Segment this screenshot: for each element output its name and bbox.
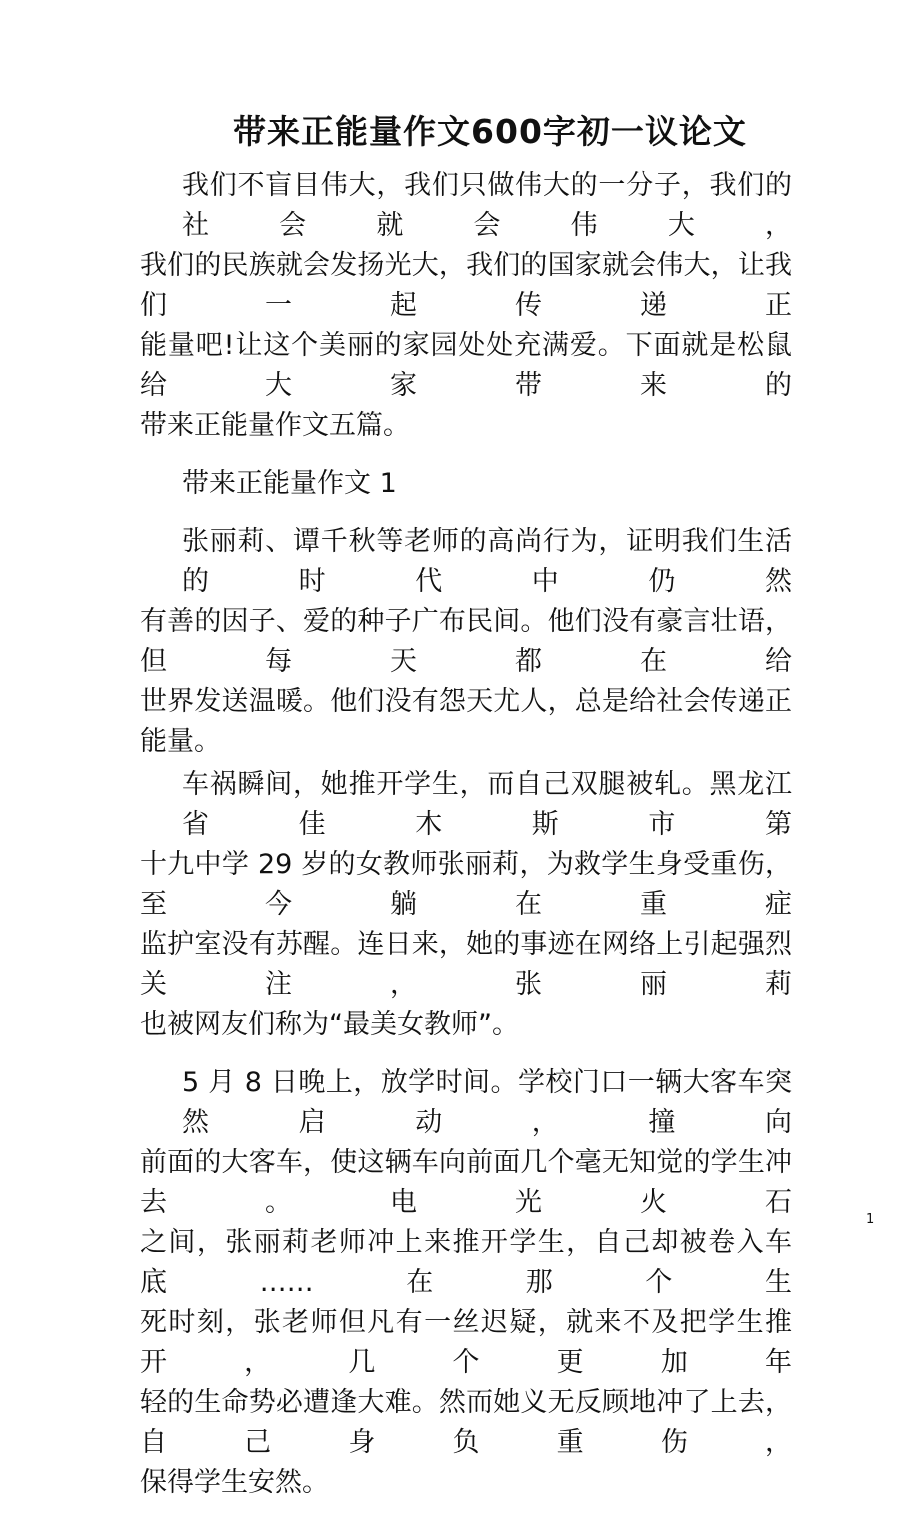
- text-line: 十九中学 29 岁的女教师张丽莉，为救学生身受重伤，至今躺在重症: [140, 849, 792, 920]
- text-line: 死时刻，张老师但凡有一丝迟疑，就来不及把学生推开，几个更加年: [140, 1307, 792, 1378]
- page-number: 1: [866, 1212, 875, 1227]
- text-line: 轻的生命势必遭逢大难。然而她义无反顾地冲了上去，自己身负重伤，: [140, 1387, 792, 1458]
- text-line: 张丽莉、谭千秋等老师的高尚行为，证明我们生活的时代中仍然: [182, 526, 792, 597]
- text-line: 带来正能量作文 1: [182, 468, 397, 499]
- text-line: 世界发送温暖。他们没有怨天尤人，总是给社会传递正能量。: [140, 686, 792, 757]
- text-line: 带来正能量作文五篇。: [140, 410, 410, 441]
- text-line: 有善的因子、爱的种子广布民间。他们没有豪言壮语，但每天都在给: [140, 606, 792, 677]
- paragraph: [140, 464, 792, 519]
- paragraph: [140, 166, 792, 461]
- text-line: 车祸瞬间，她推开学生，而自己双腿被轧。黑龙江省佳木斯市第: [182, 769, 792, 840]
- text-line: 保得学生安然。: [140, 1467, 329, 1498]
- text-line: 5 月 8 日晚上，放学时间。学校门口一辆大客车突然启动，撞向: [182, 1067, 792, 1138]
- paragraph: [140, 1063, 792, 1518]
- text-line: 前面的大客车，使这辆车向前面几个毫无知觉的学生冲去。电光火石: [140, 1147, 792, 1218]
- text-line: 我们的民族就会发扬光大，我们的国家就会伟大，让我们一起传递正: [140, 250, 792, 321]
- text-line: 也被网友们称为“最美女教师”。: [140, 1009, 519, 1040]
- paragraph: [140, 522, 792, 762]
- document-title: 带来正能量作文600字初一议论文: [233, 112, 747, 151]
- text-line: 能量吧!让这个美丽的家园处处充满爱。下面就是松鼠给大家带来的: [140, 330, 792, 401]
- text-line: 监护室没有苏醒。连日来，她的事迹在网络上引起强烈关注，张丽莉: [140, 929, 792, 1000]
- text-line: 我们不盲目伟大，我们只做伟大的一分子，我们的社会就会伟大，: [182, 170, 792, 241]
- paragraph: [140, 765, 792, 1060]
- document-body: [140, 166, 792, 1521]
- text-line: 之间，张丽莉老师冲上来推开学生，自己却被卷入车底……在那个生: [140, 1227, 792, 1298]
